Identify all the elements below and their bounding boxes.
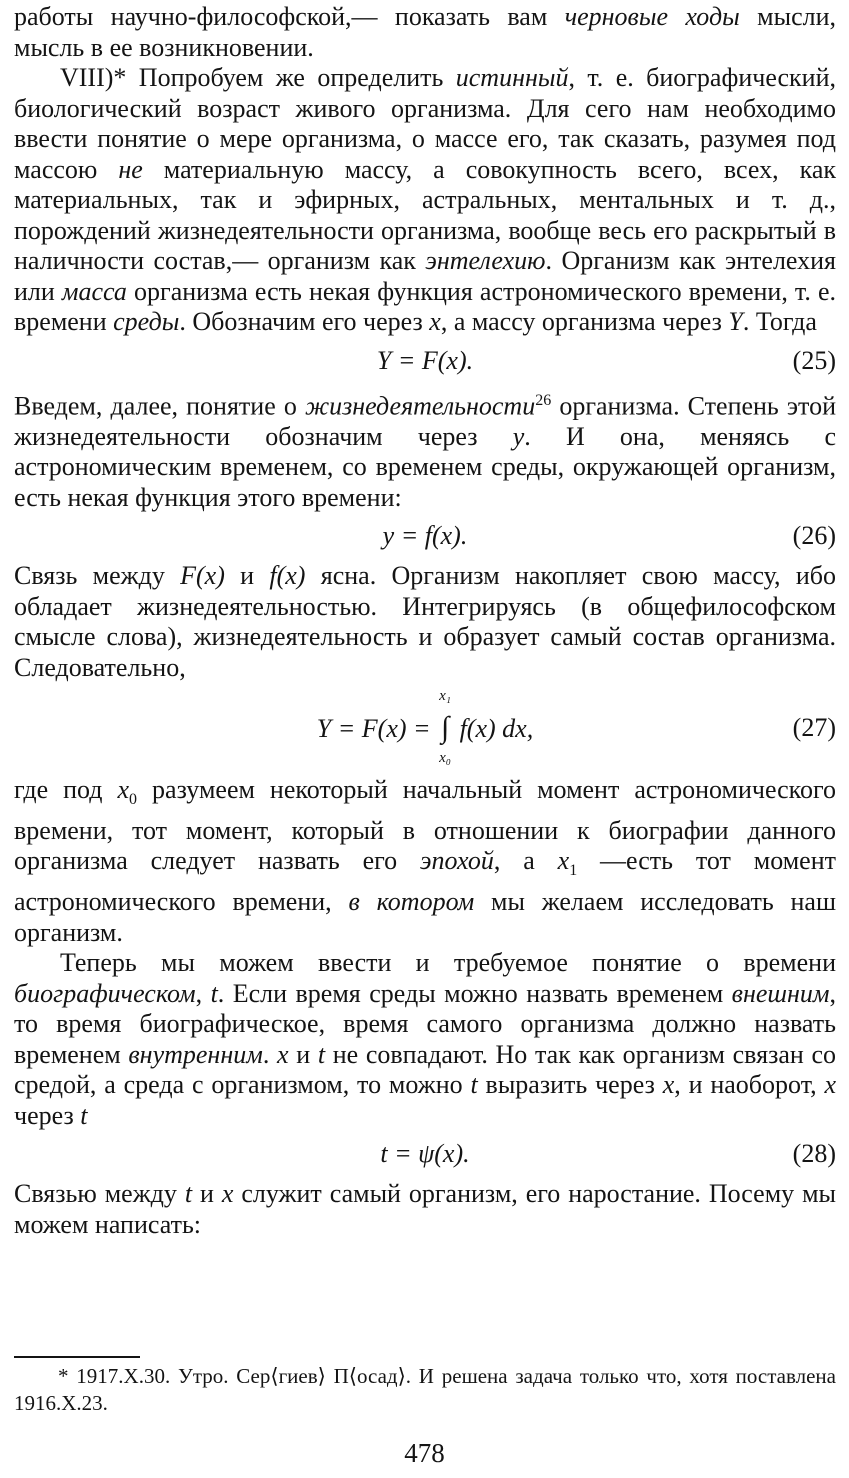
emphasis: черновые ходы: [564, 2, 740, 31]
footnote: * 1917.X.30. Утро. Сер⟨гиев⟩ П⟨осад⟩. И решена задача только что, хотя поставлена 1916.X.23.: [14, 1364, 836, 1415]
equation-number: (27): [792, 713, 836, 743]
paragraph-relation: Связь между F(x) и f(x) ясна. Организм накопляет свою массу, ибо обладает жизнедеятельностью. Интегрируясь (в общефилософском смысле слова), жизнедеятельность и образует самый состав организма. Следовательно,: [14, 561, 836, 682]
page-number: 478: [404, 1438, 445, 1468]
paragraph-biographical-time: Теперь мы можем ввести и требуемое понятие о времени биографическом, t. Если время среды можно назвать временем внешним, то время биографическое, время самого организма должно назвать временем внутренним. x и t не совпадают. Но так как организм связан со средой, а среда с организмом, то можно t выразить через x, и наоборот, x через t: [14, 948, 837, 1130]
equation-number: (28): [792, 1139, 836, 1169]
integral-lower-limit: x₀: [439, 749, 451, 766]
paragraph-continuation: работы научно-философской,— показать вам черновые ходы мысли, мысль в ее возникновении.: [14, 2, 836, 62]
paragraph-connection: Связью между t и x служит самый организм, его наростание. Посему мы можем написать:: [14, 1179, 837, 1239]
equation-formula: Y = F(x).: [376, 345, 474, 375]
equation-number: (25): [792, 345, 836, 375]
equation-28: [14, 1131, 836, 1179]
footnote-ref: 26: [535, 391, 552, 409]
equation-27: [14, 683, 836, 775]
equation-26: [14, 513, 836, 561]
equation-formula: t = ψ(x).: [380, 1139, 470, 1169]
equation-25: [14, 338, 836, 386]
paragraph-epoch: где под $x_0$ разумеем некоторый начальный момент астрономического времени, тот момент, который в отношении к биографии данного организма следует назвать его эпохой, а $x_1$ —есть тот момент астрономического времени, в котором мы желаем исследовать наш организм.: [14, 775, 836, 947]
integral-upper-limit: x₁: [439, 688, 451, 705]
paragraph-vitality: Введем, далее, понятие о жизнедеятельности$^{26}$ организма. Степень этой жизнедеятельности обозначим через y. И она, меняясь с астрономическим временем, со временем среды, окружающей организм, есть некая функция этого времени:: [14, 391, 837, 512]
paragraph-viii: VIII)* Попробуем же определить истинный, т. е. биографический, биологический возраст живого организма. Для сего нам необходимо ввести понятие о мере организма, о массе его, так сказать, разумея под массою не материальную массу, а совокупность всего, всех, как материальных, так и эфирных, астральных, ментальных и т. д., порождений жизнедеятельности организма, вообще весь его раскрытый в наличности состав,— организм как энтелехию. Организм как энтелехия или масса организма есть некая функция астрономического времени, т. е. времени среды. Обозначим его через x, а массу организма через Y. Тогда: [14, 63, 837, 336]
equation-formula: Y = F(x) = ∫ x₁ x₀ f(x) dx,: [316, 688, 534, 766]
footnote-divider: [14, 1356, 140, 1358]
equation-number: (26): [792, 521, 836, 551]
body-text: [14, 2, 836, 1240]
integral-sign: ∫ x₁ x₀: [439, 688, 451, 766]
equation-formula: y = f(x).: [382, 521, 468, 551]
